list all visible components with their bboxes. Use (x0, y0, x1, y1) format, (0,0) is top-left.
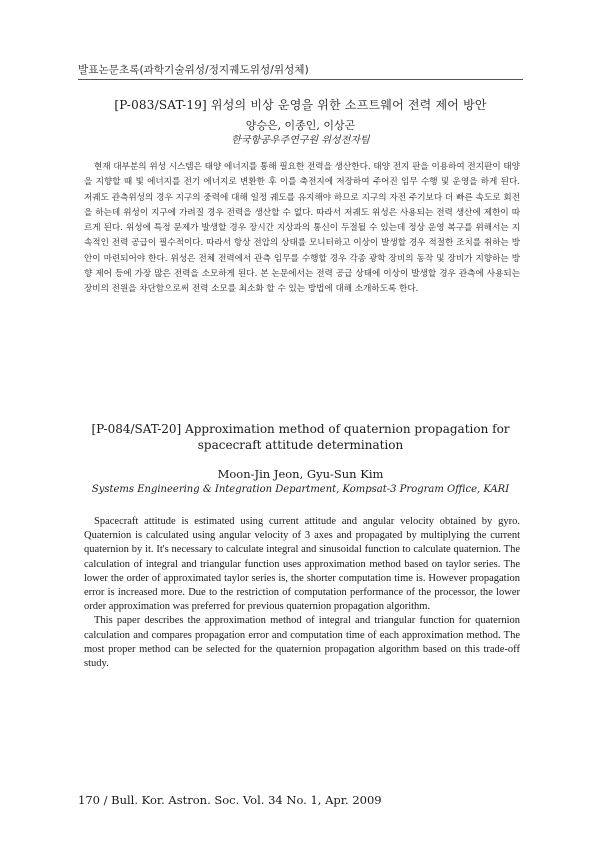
paper2-title (78, 421, 523, 453)
section-header: 발표논문초록(과학기술위성/정지궤도위성/위성체) (78, 64, 309, 76)
paper1-abstract: 현재 대부분의 위성 시스템은 태양 에너지를 통해 필요한 전력을 생산한다. 태양 전지 판을 이용하여 전지판이 태양을 지향할 때 빛 에너지를 전기 에너지로 변환한 후 이를 축전지에 저장하여 주어진 임무 수행 및 운영을 하게 된다. 저궤도 관측위성의 경우 지구의 중력에 대해 일정 궤도를 유지해야 하므로 지구의 자전 주기보다 더 빠른 속도로 회전을 하는데 위성이 지구에 가려질 경우 전력을 생산할 수 없다. 따라서 저궤도 위성은 사용되는 전력 생산에 제한이 따르게 된다. 위성에 특정 문제가 발생할 경우 장시간 지상과의 통신이 두절될 수 있는데 정상 운영 복구를 위해서는 지속적인 전력 공급이 필수적이다. 따라서 항상 전압의 상태를 모니터하고 이상이 발생할 경우 적절한 조치를 취하는 방안이 마련되어야 한다. 위성은 전체 전력에서 관측 임무를 수행할 경우 각종 광학 장비의 동작 및 장비가 지향하는 방향 제어 등에 가장 많은 전력을 소모하게 된다. 본 논문에서는 전력 공급 상태에 이상이 발생할 경우 관측에 사용되는 장비의 전원을 차단함으로써 전력 소모를 최소화 할 수 있는 방법에 대해 소개하도록 한다. (84, 162, 520, 295)
paper1-title: [P-083/SAT-19] 위성의 비상 운영을 위한 소프트웨어 전력 제어 방안 (114, 98, 487, 112)
paper1-affiliation: 한국항공우주연구원 위성전자팀 (231, 135, 370, 146)
paper2-abstract-paragraph-2: This paper describes the approximation method of integral and triangular function for quaternion calculation and compares propagation error and computation time of each approximation method. The most proper method can be selected for the quaternion propagation algorithm based on this trade-off study. (84, 615, 520, 670)
paper2-authors: Moon-Jin Jeon, Gyu-Sun Kim (217, 467, 384, 481)
paper2-abstract-paragraph-1: Spacecraft attitude is estimated using current attitude and angular velocity obtained by gyro. Quaternion is calculated using angular velocity of 3 axes and propagated by multiplying the current quaternion by it. It's necessary to calculate integral and sinusoidal function to calculate quaternion. The calculation of integral and triangular function uses approximation method based on taylor series. The lower the order of approximated taylor series is, the shorter computation time is. However propagation error is increased more. Due to the restriction of computation performance of the processor, the lower order approximation was preferred for previous quaternion propagation algorithm. (84, 516, 520, 613)
header-rule (78, 79, 523, 80)
paper1-authors: 양승은, 이종인, 이상곤 (245, 119, 356, 132)
page-footer: 170 / Bull. Kor. Astron. Soc. Vol. 34 No. 1, Apr. 2009 (78, 793, 382, 807)
paper2-abstract (84, 515, 520, 671)
paper2-title-line1: [P-084/SAT-20] Approximation method of quaternion propagation for (91, 422, 510, 436)
paper2-affiliation: Systems Engineering & Integration Department, Kompsat-3 Program Office, KARI (91, 484, 510, 495)
paper2-title-line2: spacecraft attitude determination (197, 438, 404, 452)
